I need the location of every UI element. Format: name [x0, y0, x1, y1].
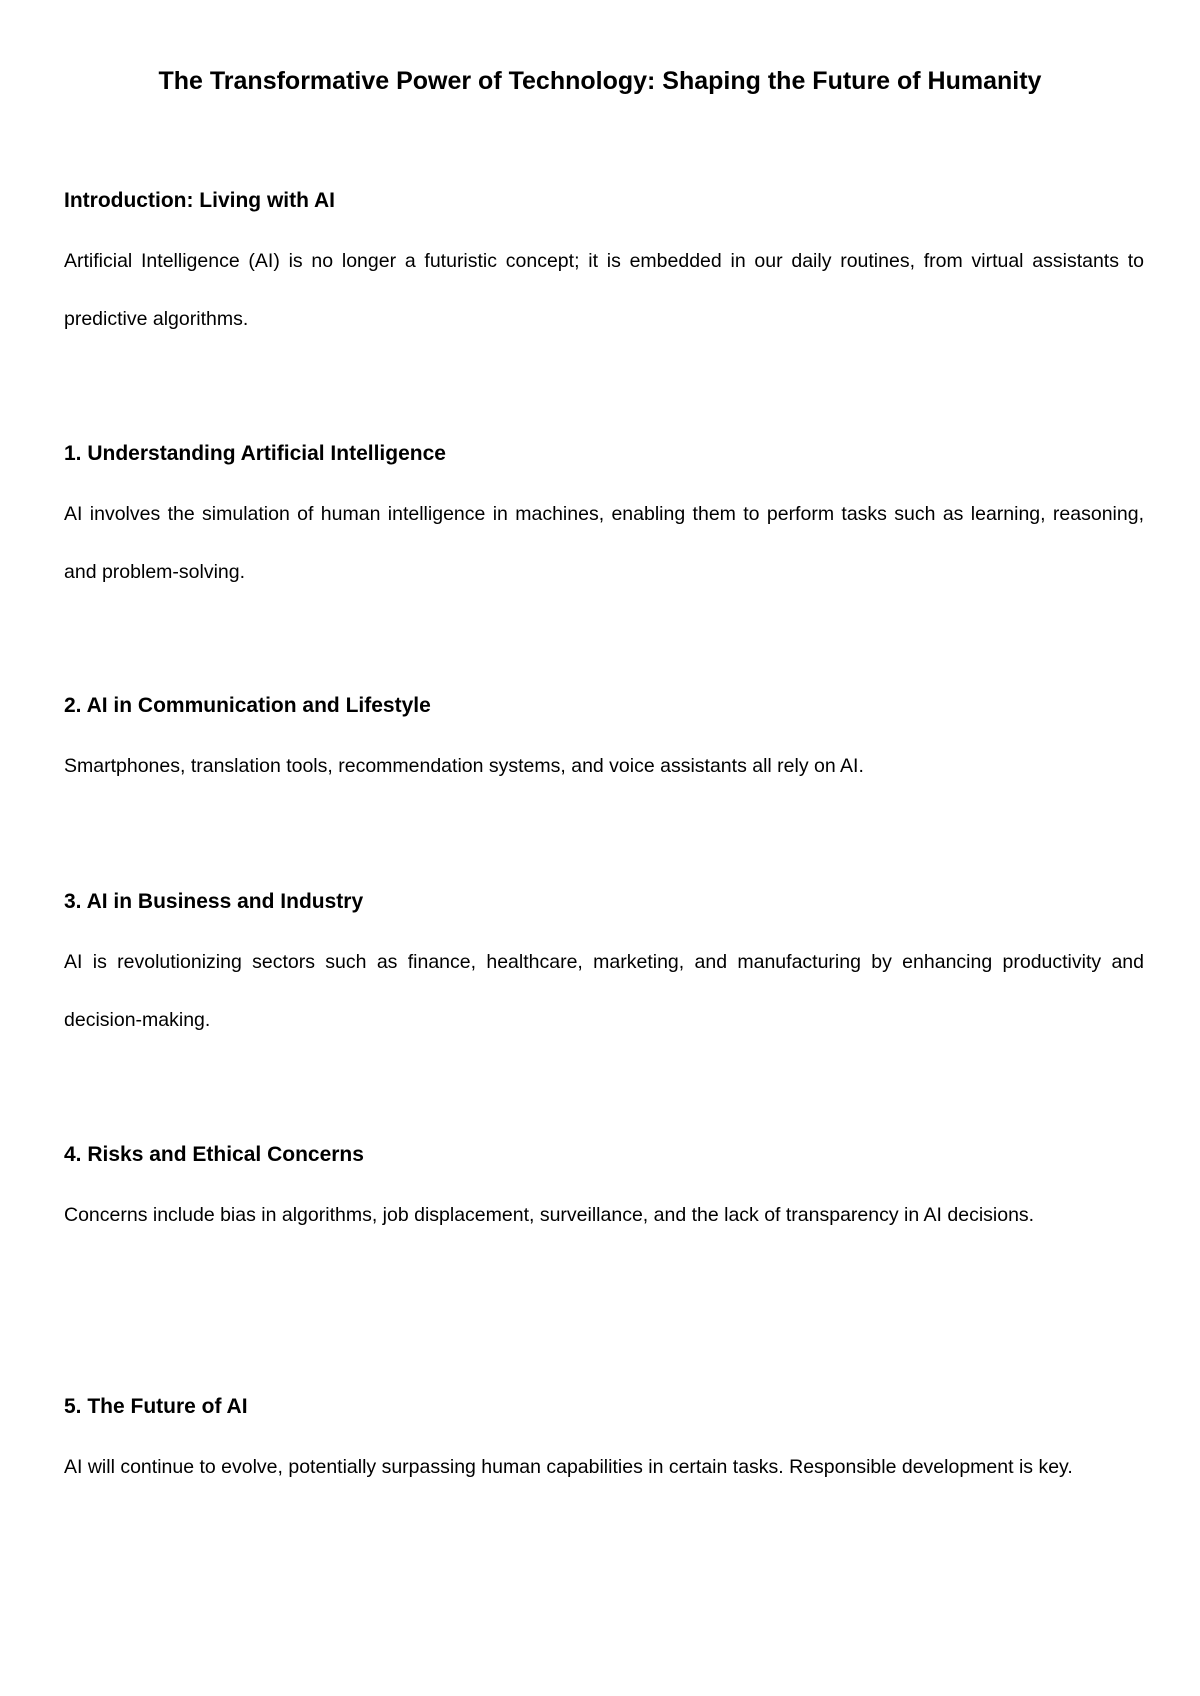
section-body: AI is revolutionizing sectors such as finance, healthcare, marketing, and manufacturing by enhancing productivity and decision-making. [64, 951, 1144, 1031]
section-business-industry [64, 889, 1144, 1065]
section-risks-ethics [64, 1142, 1144, 1260]
section-future-of-ai [64, 1394, 1144, 1512]
section-heading: Introduction: Living with AI [64, 189, 336, 212]
section-body: AI involves the simulation of human intelligence in machines, enabling them to perform tasks such as learning, reasoning, and problem-solving. [64, 503, 1144, 583]
section-understanding-ai [64, 441, 1144, 617]
section-body: Artificial Intelligence (AI) is no longer a futuristic concept; it is embedded in our daily routines, from virtual assistants to predictive algorithms. [64, 250, 1144, 330]
section-body: AI will continue to evolve, potentially surpassing human capabilities in certain tasks. Responsible development is key. [64, 1456, 1073, 1478]
section-body: Concerns include bias in algorithms, job displacement, surveillance, and the lack of transparency in AI decisions. [64, 1204, 1035, 1226]
section-heading: 3. AI in Business and Industry [64, 890, 364, 913]
section-introduction [64, 188, 1144, 364]
section-heading: 4. Risks and Ethical Concerns [64, 1143, 364, 1166]
section-communication-lifestyle [64, 693, 1144, 811]
section-heading: 5. The Future of AI [64, 1395, 248, 1418]
section-body: Smartphones, translation tools, recommendation systems, and voice assistants all rely on AI. [64, 755, 864, 777]
section-heading: 1. Understanding Artificial Intelligence [64, 442, 446, 465]
document-title: The Transformative Power of Technology: Shaping the Future of Humanity [158, 67, 1042, 95]
section-heading: 2. AI in Communication and Lifestyle [64, 694, 431, 717]
